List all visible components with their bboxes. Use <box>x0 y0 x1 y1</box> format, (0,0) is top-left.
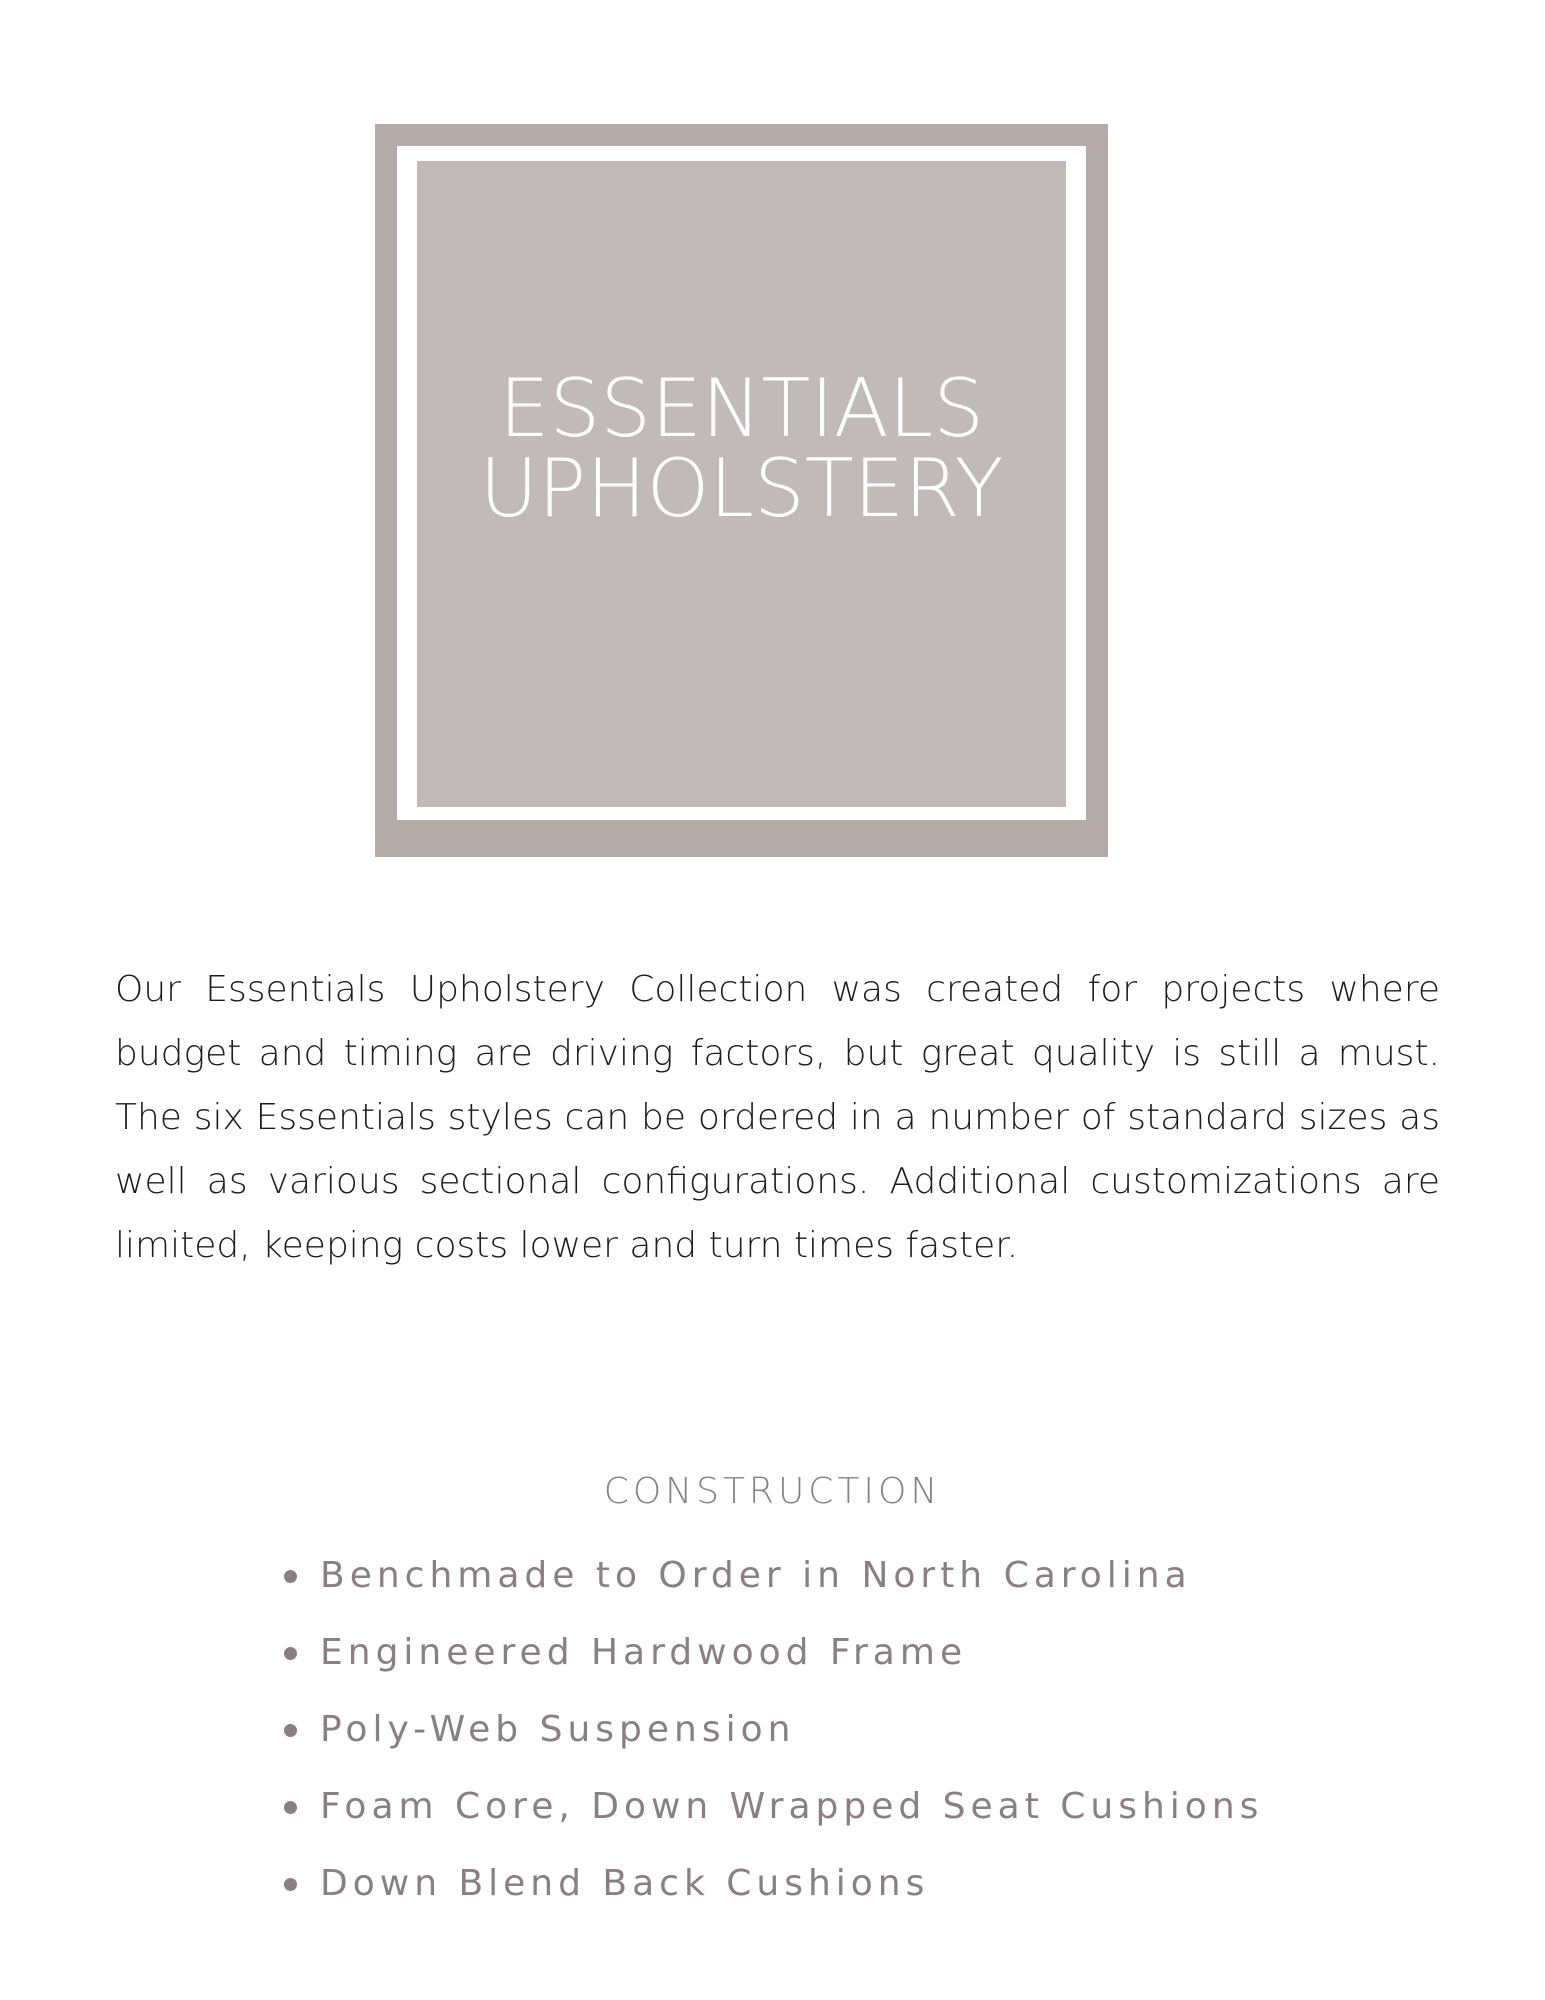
list-item <box>280 1623 1263 1700</box>
list-item-label: Engineered Hardwood Frame <box>320 1632 968 1673</box>
list-item <box>280 1700 1263 1777</box>
list-item-label: Benchmade to Order in North Carolina <box>320 1555 1192 1596</box>
list-item <box>280 1854 1263 1931</box>
list-item <box>280 1777 1263 1854</box>
bullet-icon <box>284 1878 297 1891</box>
construction-heading: CONSTRUCTION <box>603 1471 942 1512</box>
hero-banner <box>375 124 1108 857</box>
bullet-icon <box>284 1724 297 1737</box>
list-item <box>280 1546 1263 1623</box>
intro-paragraph: Our Essentials Upholstery Collection was created for projects where budget and timing are driving factors, but great quality is still a must. The six Essentials styles can be ordered in a number of standard sizes as well as various sectional configurations. Additional customizations are limited, keeping costs lower and turn times faster. <box>115 969 1440 1266</box>
hero-title-line-2: UPHOLSTERY <box>479 442 1004 535</box>
hero-panel <box>417 161 1066 807</box>
bullet-icon <box>284 1801 297 1814</box>
list-item-label: Down Blend Back Cushions <box>320 1863 930 1904</box>
list-item-label: Foam Core, Down Wrapped Seat Cushions <box>320 1786 1264 1827</box>
bullet-icon <box>284 1647 297 1660</box>
list-item-label: Poly-Web Suspension <box>320 1709 796 1750</box>
bullet-icon <box>284 1570 297 1583</box>
hero-title-line-1: ESSENTIALS <box>498 362 985 455</box>
hero-frame-border <box>397 146 1086 820</box>
construction-list <box>280 1546 1263 1931</box>
